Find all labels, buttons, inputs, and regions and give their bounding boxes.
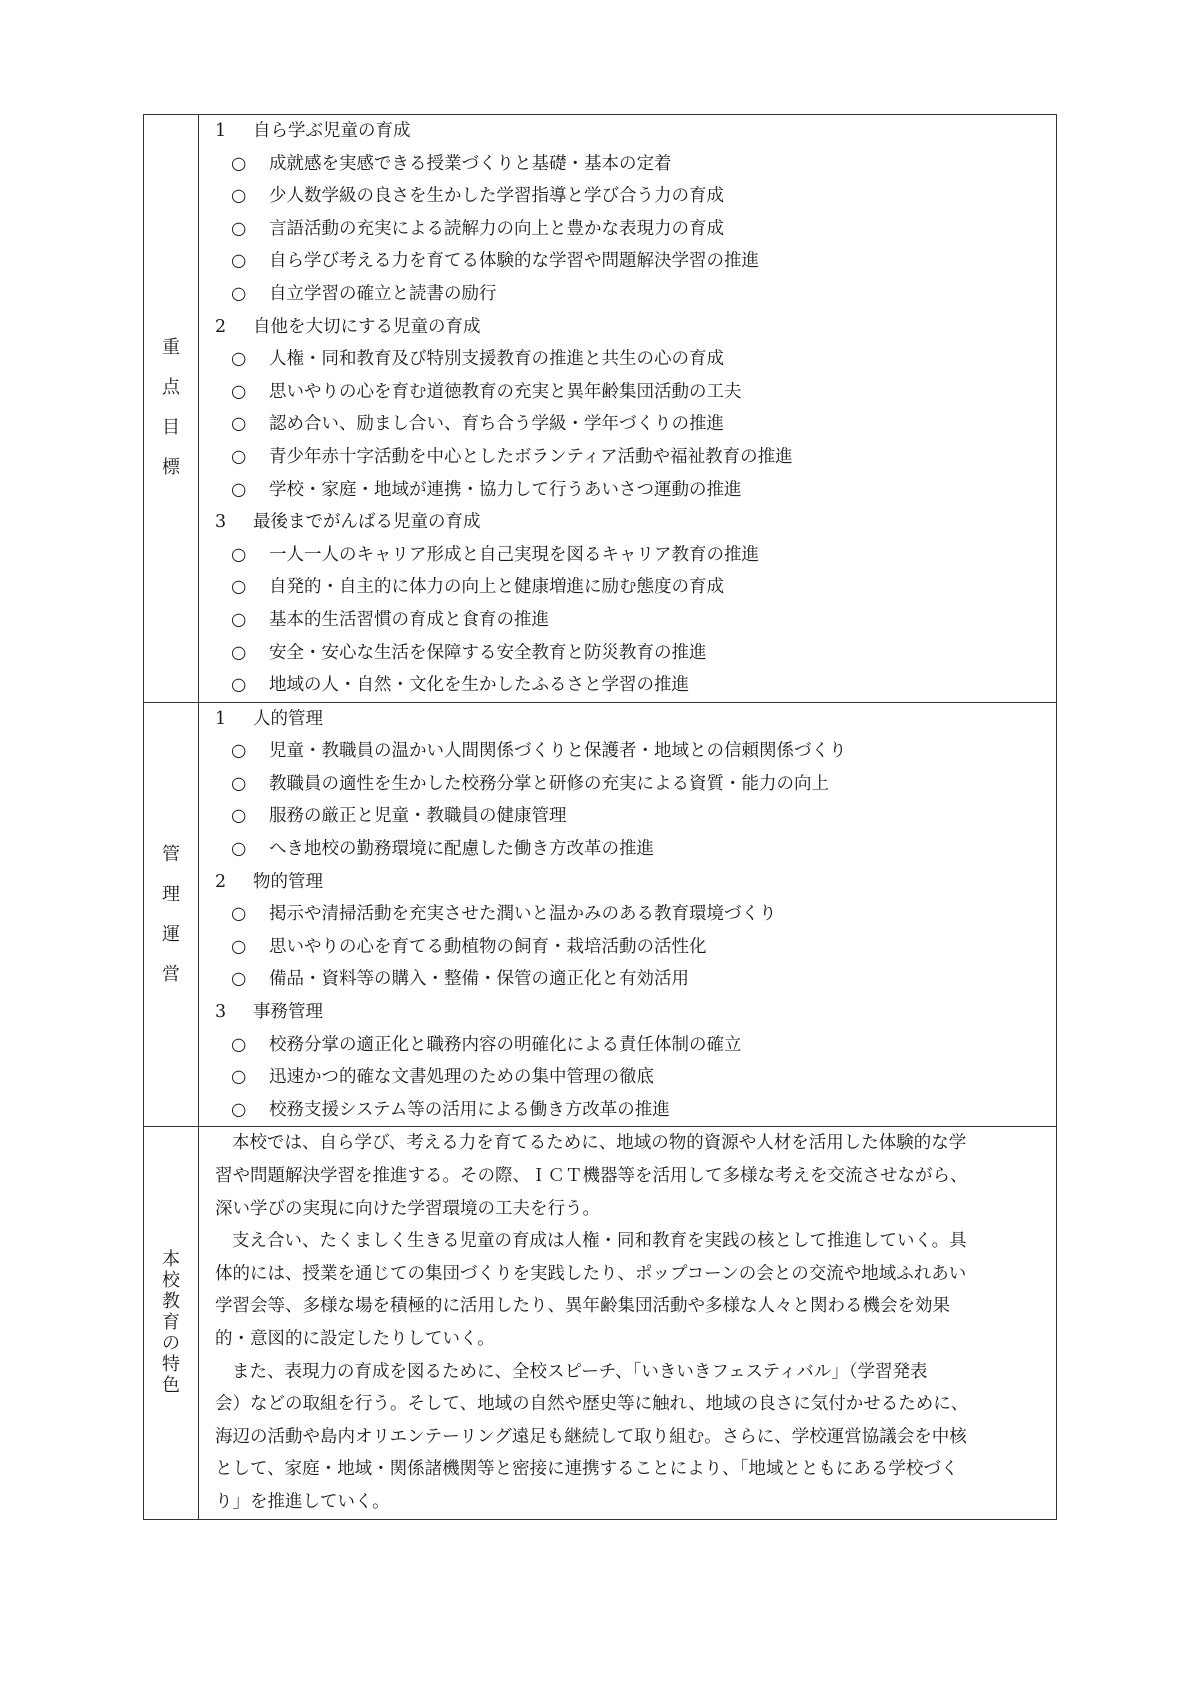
bullet-circle-icon: ○: [231, 1034, 247, 1055]
paragraph-line: 支え合い、たくましく生きる児童の育成は人権・同和教育を実践の核として推進していく。具: [232, 1231, 967, 1252]
list-item-text: 一人一人のキャリア形成と自己実現を図るキャリア教育の推進: [269, 544, 759, 565]
bullet-circle-icon: ○: [231, 349, 247, 370]
list-item: [215, 213, 1056, 246]
bullet-circle-icon: ○: [231, 1067, 247, 1088]
bullet-circle-icon: ○: [231, 773, 247, 794]
label-char: 色: [162, 1375, 180, 1397]
bullet-circle-icon: ○: [231, 283, 247, 304]
group-title: 物的管理: [253, 871, 323, 892]
paragraph-line: 会）などの取組を行う。そして、地域の自然や歴史等に触れ、地域の良さに気付かせるために、: [215, 1394, 969, 1415]
list-item-text: 校務支援システム等の活用による働き方改革の推進: [269, 1099, 670, 1120]
bullet-circle-icon: ○: [231, 218, 247, 239]
bullet-circle-icon: ○: [231, 904, 247, 925]
list-item: [215, 800, 1056, 833]
group-heading: [215, 311, 1056, 344]
bullet-circle-icon: ○: [231, 381, 247, 402]
list-item-text: 備品・資料等の購入・整備・保管の適正化と有効活用: [269, 969, 689, 990]
list-item: [215, 898, 1056, 931]
section-content-features: [199, 1127, 1057, 1519]
list-item: [215, 539, 1056, 572]
label-char: 校: [162, 1270, 180, 1292]
bullet-circle-icon: ○: [231, 969, 247, 990]
list-item-text: 児童・教職員の温かい人間関係づくりと保護者・地域との信頼関係づくり: [269, 741, 847, 762]
bullet-circle-icon: ○: [231, 544, 247, 565]
list-item: [215, 180, 1056, 213]
label-stack: [144, 835, 198, 995]
list-item: [215, 735, 1056, 768]
label-char: 理: [162, 883, 180, 905]
bullet-circle-icon: ○: [231, 839, 247, 860]
list-item-text: 迅速かつ的確な文書処理のための集中管理の徹底: [269, 1067, 654, 1088]
list-item-text: 基本的生活習慣の育成と食育の推進: [269, 609, 549, 630]
group-title: 事務管理: [253, 1002, 323, 1023]
label-char: 本: [162, 1249, 180, 1271]
paragraph-line: また、表現力の育成を図るために、全校スピーチ、「いきいきフェスティバル」（学習発表: [232, 1361, 928, 1382]
school-policy-table: [143, 114, 1057, 1520]
paragraph-line: り」を推進していく。: [215, 1491, 390, 1512]
section-content-management: [199, 702, 1057, 1127]
list-item: [215, 1061, 1056, 1094]
list-item: [215, 441, 1056, 474]
section-label-goals: [144, 115, 199, 703]
list-item: [215, 1029, 1056, 1062]
list-item: [215, 408, 1056, 441]
group-number: 3: [215, 512, 227, 533]
list-item: [215, 1094, 1056, 1127]
list-item: [215, 768, 1056, 801]
label-char: 目: [162, 417, 180, 439]
group-heading: [215, 115, 1056, 148]
group-title: 自他を大切にする児童の育成: [253, 316, 481, 337]
paragraph-line: 的・意図的に設定したりしていく。: [215, 1328, 495, 1349]
label-char: 営: [162, 963, 180, 985]
bullet-circle-icon: ○: [231, 741, 247, 762]
list-item-text: 言語活動の充実による読解力の向上と豊かな表現力の育成: [269, 218, 724, 239]
list-item-text: 成就感を実感できる授業づくりと基礎・基本の定着: [269, 153, 672, 174]
bullet-circle-icon: ○: [231, 414, 247, 435]
list-item-text: 校務分掌の適正化と職務内容の明確化による責任体制の確立: [269, 1034, 742, 1055]
group-number: 3: [215, 1002, 227, 1023]
list-item: [215, 571, 1056, 604]
group-number: 2: [215, 316, 227, 337]
section-content-goals: [199, 115, 1057, 703]
list-item-text: 認め合い、励まし合い、育ち合う学級・学年づくりの推進: [269, 414, 724, 435]
list-item: [215, 604, 1056, 637]
paragraph-line: 習や問題解決学習を推進する。その際、ＩＣＴ機器等を活用して多様な考えを交流させながら、: [215, 1166, 968, 1186]
bullet-circle-icon: ○: [231, 446, 247, 467]
bullet-circle-icon: ○: [231, 479, 247, 500]
label-char: 標: [162, 457, 180, 479]
list-item-text: 掲示や清掃活動を充実させた潤いと温かみのある教育環境づくり: [269, 904, 777, 925]
label-char: 教: [162, 1291, 180, 1313]
bullet-circle-icon: ○: [231, 609, 247, 630]
label-char: 重: [162, 337, 180, 359]
list-item-text: 地域の人・自然・文化を生かしたふるさと学習の推進: [269, 675, 689, 696]
list-item: [215, 376, 1056, 409]
paragraph-line: 深い学びの実現に向けた学習環境の工夫を行う。: [215, 1198, 600, 1219]
list-item-text: 安全・安心な生活を保障する安全教育と防災教育の推進: [269, 642, 707, 663]
list-item: [215, 343, 1056, 376]
bullet-circle-icon: ○: [231, 806, 247, 827]
list-item: [215, 833, 1056, 866]
paragraph-line: 体的には、授業を通じての集団づくりを実践したり、ポップコーンの会との交流や地域ふれあい: [215, 1263, 967, 1284]
list-item: [215, 963, 1056, 996]
group-number: 1: [215, 708, 227, 729]
list-item: [215, 931, 1056, 964]
list-item: [215, 637, 1056, 670]
list-item: [215, 669, 1056, 702]
bullet-circle-icon: ○: [231, 577, 247, 598]
list-item-text: 自発的・自主的に体力の向上と健康増進に励む態度の育成: [269, 577, 724, 598]
section-row-management: [144, 702, 1057, 1127]
label-char: の: [162, 1333, 180, 1355]
list-item-text: 教職員の適性を生かした校務分掌と研修の充実による資質・能力の向上: [269, 773, 829, 794]
group-title: 最後までがんばる児童の育成: [253, 512, 481, 533]
label-char: 管: [162, 843, 180, 865]
list-item-text: 自立学習の確立と読書の励行: [269, 283, 497, 304]
list-item-text: 思いやりの心を育てる動植物の飼育・栽培活動の活性化: [269, 936, 707, 957]
section-row-goals: [144, 115, 1057, 703]
list-item-text: 青少年赤十字活動を中心としたボランティア活動や福祉教育の推進: [269, 446, 793, 467]
label-char: 運: [162, 923, 180, 945]
label-char: 特: [162, 1354, 180, 1376]
list-item-text: へき地校の勤務環境に配慮した働き方改革の推進: [269, 839, 654, 860]
group-heading: [215, 506, 1056, 539]
label-char: 点: [162, 377, 180, 399]
bullet-circle-icon: ○: [231, 153, 247, 174]
list-item: [215, 245, 1056, 278]
section-label-features: [144, 1127, 199, 1519]
label-stack: [144, 1249, 198, 1396]
list-item-text: 人権・同和教育及び特別支援教育の推進と共生の心の育成: [269, 349, 724, 370]
section-row-features: [144, 1127, 1057, 1519]
label-stack: [144, 328, 198, 488]
list-item-text: 服務の厳正と児童・教職員の健康管理: [269, 806, 567, 827]
bullet-circle-icon: ○: [231, 1099, 247, 1120]
list-item: [215, 278, 1056, 311]
section-label-management: [144, 702, 199, 1127]
group-heading: [215, 703, 1056, 736]
bullet-circle-icon: ○: [231, 251, 247, 272]
list-item-text: 自ら学び考える力を育てる体験的な学習や問題解決学習の推進: [269, 251, 759, 272]
group-title: 人的管理: [253, 708, 323, 729]
bullet-circle-icon: ○: [231, 642, 247, 663]
paragraph-line: として、家庭・地域・関係諸機関等と密接に連携することにより、「地域とともにある学校づく: [215, 1459, 959, 1480]
group-number: 2: [215, 871, 227, 892]
list-item-text: 思いやりの心を育む道徳教育の充実と異年齢集団活動の工夫: [269, 381, 742, 402]
group-number: 1: [215, 121, 227, 141]
group-heading: [215, 996, 1056, 1029]
label-char: 育: [162, 1312, 180, 1334]
paragraph-line: 海辺の活動や島内オリエンテーリング遠足も継続して取り組む。さらに、学校運営協議会を中核: [215, 1426, 967, 1447]
list-item-text: 少人数学級の良さを生かした学習指導と学び合う力の育成: [269, 186, 724, 207]
paragraph-line: 本校では、自ら学び、考える力を育てるために、地域の物的資源や人材を活用した体験的な学: [232, 1133, 967, 1154]
group-title: 自ら学ぶ児童の育成: [253, 121, 411, 141]
bullet-circle-icon: ○: [231, 186, 247, 207]
list-item: [215, 148, 1056, 181]
group-heading: [215, 866, 1056, 899]
list-item-text: 学校・家庭・地域が連携・協力して行うあいさつ運動の推進: [269, 479, 742, 500]
paragraph-line: 学習会等、多様な場を積極的に活用したり、異年齢集団活動や多様な人々と関わる機会を効果: [215, 1296, 950, 1317]
bullet-circle-icon: ○: [231, 936, 247, 957]
list-item: [215, 474, 1056, 507]
bullet-circle-icon: ○: [231, 675, 247, 696]
